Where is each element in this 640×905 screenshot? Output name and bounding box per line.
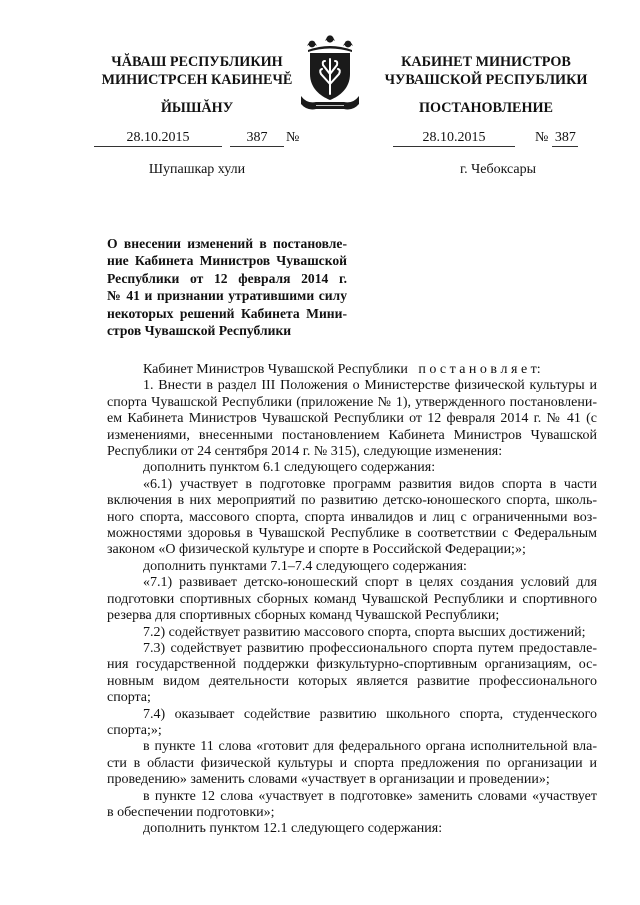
body-line: в пункте 11 слова «готовит для федерального органа исполнительной вла- [143, 739, 597, 755]
body-line: ем Кабинета Министров Чувашской Республики от 12 февраля 2014 г. № 41 (с [107, 411, 597, 427]
body-line: 7.4) оказывает содействие развитию школьного спорта, студенческого [143, 706, 597, 722]
body-line: 7.3) содействует развитию профессионального спорта путем предоставле- [143, 640, 597, 656]
body-paragraph [107, 789, 597, 822]
header-left-line1: ЧĂВАШ РЕСПУБЛИКИН [111, 54, 283, 70]
body-line: в пункте 12 слова «участвует в подготовке» заменить словами «участвует [143, 788, 597, 804]
body-line: законом «О физической культуре и спорте в Российской Федерации;»; [107, 542, 526, 558]
body-line: ния государственной поддержки физкультурно-спортивным организациям, ос- [107, 657, 597, 673]
body-line: дополнить пунктом 12.1 следующего содержания: [143, 821, 443, 837]
body-paragraph [107, 559, 597, 575]
body-paragraph [107, 739, 597, 788]
body-line: дополнить пунктами 7.1–7.4 следующего содержания: [143, 558, 467, 574]
coat-of-arms-icon [298, 32, 362, 112]
number-field-right: 387 [552, 130, 578, 147]
body-line: «7.1) развивает детско-юношеский спорт в целях создания условий для [143, 575, 597, 591]
body-paragraph [107, 575, 597, 624]
body-line: Кабинет Министров Чувашской Республики п о с т а н о в л я е т: [143, 362, 541, 377]
date-number-row-left [94, 129, 299, 147]
date-field-right: 28.10.2015 [393, 130, 515, 147]
city-left: Шупашкар хули [148, 162, 246, 177]
header-right-russian [384, 53, 588, 117]
body-line: включения в них мероприятий по развитию детско-юношеского спорта, школь- [107, 493, 597, 509]
title-line: № 41 и признании утратившими силу [107, 288, 347, 304]
body-line: дополнить пунктом 6.1 следующего содержания: [143, 460, 436, 476]
header-right-line1: КАБИНЕТ МИНИСТРОВ [401, 54, 571, 70]
body-paragraph [107, 625, 597, 641]
document-body [107, 362, 597, 838]
body-line: новным видом деятельности которых является развитие профессионального [107, 673, 597, 689]
city-right: г. Чебоксары [459, 162, 537, 177]
body-paragraph [107, 641, 597, 707]
body-line: спорта;»; [107, 722, 162, 738]
header-right-doc-type: ПОСТАНОВЛЕНИЕ [418, 100, 554, 116]
body-line: в обеспечении подготовки»; [107, 804, 275, 820]
body-paragraph [107, 362, 597, 378]
body-line: изменениями, внесенными постановлением Кабинета Министров Чувашской [107, 427, 597, 443]
body-line: можностями здоровья в Чувашской Республике в соответствии с Федеральным [107, 526, 597, 542]
body-paragraph [107, 378, 597, 460]
body-paragraph [107, 821, 597, 837]
body-line: проведению» заменить словами «участвует в организации и проведении»; [107, 772, 550, 788]
number-field-left: 387 [230, 130, 284, 147]
body-line: Республики от 24 сентября 2014 г. № 315), следующие изменения: [107, 444, 503, 460]
header-left-line2: МИНИСТРСЕН КАБИНЕЧĔ [101, 72, 293, 88]
title-line: ние Кабинета Министров Чувашской [107, 253, 347, 269]
header-left-doc-type: ЙЫШĂНУ [160, 100, 234, 116]
document-title [107, 235, 347, 339]
number-sign-left: № [286, 130, 300, 145]
body-paragraph [107, 460, 597, 476]
body-line: 1. Внести в раздел III Положения о Министерстве физической культуры и [143, 378, 597, 394]
number-sign-right: № [535, 130, 549, 145]
body-line: 7.2) содействует развитию массового спорта, спорта высших достижений; [143, 624, 586, 640]
title-line: стров Чувашской Республики [107, 323, 292, 339]
header-left-chuvash [86, 53, 308, 117]
title-line: Республики от 12 февраля 2014 г. [107, 270, 347, 286]
title-line: некоторых решений Кабинета Мини- [107, 305, 347, 321]
header-right-line2: ЧУВАШСКОЙ РЕСПУБЛИКИ [384, 72, 588, 88]
body-line: спорта; [107, 690, 151, 706]
body-line: резерва для спортивных сборных команд Чувашской Республики; [107, 608, 500, 624]
title-line: О внесении изменений в постановле- [107, 236, 347, 251]
body-line: спорта Чувашской Республики (приложение № 1), утвержденного постановлени- [107, 394, 597, 410]
body-paragraph [107, 707, 597, 740]
body-line: подготовки спортивных сборных команд Чувашской Республики и спортивного [107, 591, 597, 607]
body-line: «6.1) участвует в подготовке программ развития видов спорта в части [143, 476, 597, 492]
date-field-left: 28.10.2015 [94, 130, 222, 147]
body-paragraph [107, 477, 597, 559]
body-line: ного спорта, массового спорта, спорта инвалидов и лиц с ограниченными воз- [107, 509, 597, 525]
body-line: сти в области физической культуры и спорта предложения по организации и [107, 755, 597, 771]
date-number-row-right [393, 129, 578, 147]
